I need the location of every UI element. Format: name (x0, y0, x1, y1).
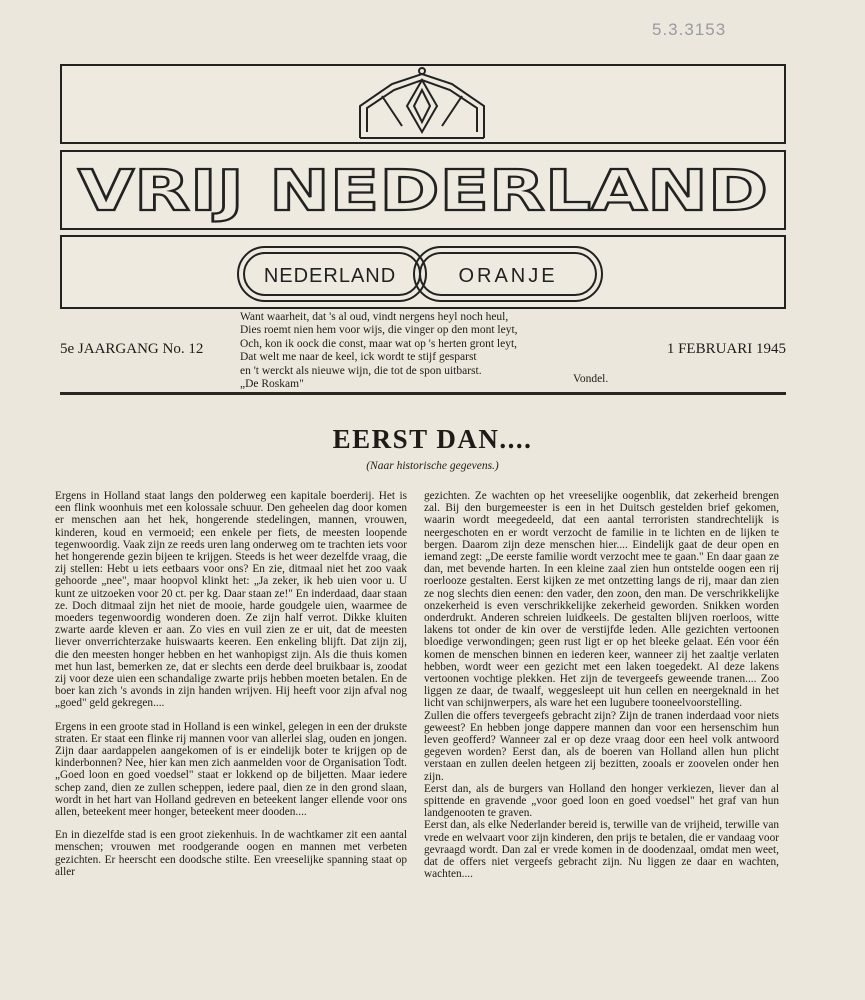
article-paragraph: En in diezelfde stad is een groot ziekenhuis. In de wachtkamer zit een aantal menschen; vrouwen met roodgerande oogen en mannen met verbeten gezichten. Er heerscht een doodsche stilte. Een vreeselijke spanning staat op aller (55, 829, 407, 878)
archive-stamp: 5.3.3153 (652, 20, 727, 39)
motto-author: Vondel. (573, 373, 609, 385)
issue-info (60, 311, 786, 391)
title-panel (60, 150, 786, 230)
newspaper-title: VRIJ NEDERLAND (78, 159, 768, 224)
issue-volume: 5e JAARGANG No. 12 (60, 341, 204, 357)
header-divider (60, 392, 786, 395)
crown-icon (62, 66, 784, 142)
issue-date: 1 FEBRUARI 1945 (666, 341, 786, 357)
masthead (60, 64, 786, 309)
chain-label-oranje: ORANJE (458, 265, 558, 287)
article-subtitle: (Naar historische gegevens.) (366, 460, 499, 472)
chain-label-nederland: NEDERLAND (263, 265, 397, 287)
motto-line: en 't werckt als nieuwe wijn, die tot de spon uitbarst. (240, 364, 482, 377)
article-paragraph: gezichten. Ze wachten op het vreeselijke oogenblik, dat zekerheid brengen zal. Bij den burgemeester is een in het Duitsch gestelden brief gekomen, waarin wordt meegedeeld, dat een aantal terroristen standrechtelijk is neergeschoten en er wordt verzocht de familie in te lichten en de lijken te bergen. Daarom zijn deze menschen hier.... Eindelijk gaat de deur open en iemand zegt: „De eerste familie wordt verzocht mee te gaan." En daar gaan ze dan, met bevende harten. In een kleine zaal zien hun ontstelde oogen een rij roerlooze gestalten. Eerst kijken ze met ontzetting langs de rij, maar dan zien ze nog slechts dien eenen: den vader, den zoon, den man. De verschrikkelijke onzekerheid is even verschrikkelijke zekerheid geworden. Snikken worden onderdrukt. Anderen schreien luidkeels. De gestalten blijven roerloos, witte lakens tot onder de kin over de verstijfde leden. Alle gezichten vertoonen bloedige verwondingen; geen rust ligt er op het bleeke gelaat. Eén voor één komen de menschen binnen en iederen keer, wanneer zij het zaaltje verlaten hebben, wordt weer een gezicht met een laken toegedekt. Al deze lakens vertoonen vochtige plekken. Het zijn de tevergeefs geweende tranen.... Zoo liggen ze daar, de twaalf, weggesleept uit hun cellen en neergeknald in het licht van schijnwerpers, als ware het een lugubere tooneelvoorstelling. (424, 490, 779, 710)
article-paragraph: Eerst dan, als elke Nederlander bereid is, terwille van de vrijheid, terwille van vrede en welvaart voor zijn kinderen, den prijs te betalen, die er vandaag voor gevraagd wordt. Dan zal er vrede komen in de doodenzaal, omdat men weet, dat de offers niet vergeefs gebracht zijn. Nu liggen ze daar en wachten, wachten.... (424, 819, 779, 881)
article-paragraph: Ergens in een groote stad in Holland is een winkel, gelegen in een der drukste straten. Er staat een flinke rij mannen voor van allerlei slag, ouden en jongen. Zijn daar aardappelen aangekomen of is er eindelijk boter te krijgen op de kinderbonnen? Nee, hier kan men zich aanmelden voor de Organisation Todt. „Goed loon en goed voedsel" staat er lokkend op de biljetten. Maar iedere schep zand, dien ze zullen scheppen, iedere paal, dien ze in den grond slaan, wordt in het hart van Holland gedreven en beteekent langer ellende voor ons allen, beteekent meer honger, beteekent meer dooden.... (55, 720, 407, 819)
motto-source: „De Roskam" (240, 378, 304, 391)
article-paragraph: Zullen die offers tevergeefs gebracht zijn? Zijn de tranen inderdaad voor niets geweest? En hebben jonge dappere mannen dan voor een hersenschim hun leven geofferd? Wanneer zal er op deze vraag door een heel volk antwoord gegeven worden? Eerst dan, als de boeren van Holland allen hun plicht verstaan en zullen deelen hetgeen zij bezitten, zooals er zoovelen onder hen zijn. (424, 709, 779, 783)
crown-panel (60, 64, 786, 144)
chain-panel (60, 235, 786, 309)
article-column-right (424, 490, 779, 892)
article-paragraph: Ergens in Holland staat langs den polderweg een kapitale boerderij. Het is een flink woonhuis met een kolossale schuur. Den geheelen dag door komen er menschen aan het hek, hongerende stedelingen, mannen, vrouwen, kinderen, koud en vermoeid; een enkele per fiets, de meesten loopende tegenwoordig. Vaak zijn ze reeds uren lang onderweg om te trachten iets voor het hongerende gezin bijeen te krijgen. Steeds is het weer dezelfde vraag, die zij stellen: Hebt u iets eetbaars voor ons? En zie, ditmaal niet het zoo vaak gehoorde „nee", maar hoopvol klinkt het: „Ja zeker, ik heb uien voor u. U kunt ze uitzoeken voor 20 ct. per kg. Daar staan ze!" En inderdaad, daar staan ze. Doch ditmaal zijn het niet de mooie, harde goudgele uien, waarmee de moeders tegenwoordig wonderen doen. Ze zijn half verrot. Dikke kluiten zwarte aarde kleven er aan. Zo vies en vuil zien ze er uit, dat de meesten liever onverrichterzake huiswaarts keeren. Een enkeling blijft. Dat zijn zij, die den meesten honger hebben en het wanhopigst zijn. Als die thuis komen met hun last, bemerken ze, dat er slechts een derde deel bruikbaar is, zoodat zij voor deze uien een schandalige zwarte prijs hebben moeten betalen. En de boer kan zich 's avonds in zijn handen wrijven. Hij heeft voor zijn afval nog „goed" geld gekregen.... (55, 490, 407, 710)
article-paragraph: Eerst dan, als de burgers van Holland den honger verkiezen, liever dan al spittende en gravende „voor goed loon en goed voedsel" het graf van hun landgenooten te graven. (424, 782, 779, 820)
motto-poem (240, 311, 600, 391)
motto-line: Dies roemt nien hem voor wijs, die vinger op den mont leyt, (240, 324, 518, 337)
motto-line: Want waarheit, dat 's al oud, vindt nergens heyl noch heul, (240, 311, 509, 323)
article-title: EERST DAN.... (332, 424, 533, 454)
motto-line: Och, kon ik oock die const, maar wat op 's herten gront leyt, (240, 337, 518, 350)
motto-line: Dat welt me naar de keel, ick wordt te stijf gesparst (240, 351, 477, 364)
article-column-left (55, 490, 407, 889)
